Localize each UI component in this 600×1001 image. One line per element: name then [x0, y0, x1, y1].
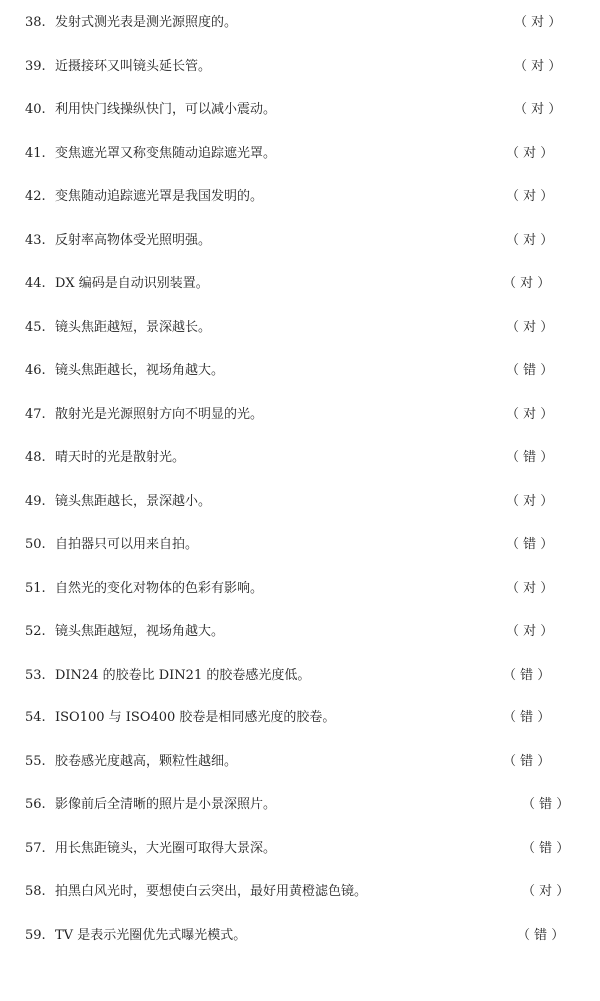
- question-row: [0, 577, 600, 601]
- answer-mark: （ 错 ）: [506, 450, 554, 465]
- question-text: 镜头焦距越短，视场角越大。: [55, 624, 225, 639]
- question-text: 发射式测光表是测光源照度的。: [55, 15, 238, 30]
- question-row: [0, 359, 600, 383]
- question-text: 近摄接环又叫镜头延长管。: [55, 59, 212, 74]
- question-row: [0, 620, 600, 644]
- question-row: [0, 750, 600, 774]
- answer-mark: （ 对 ）: [506, 407, 554, 422]
- question-number: 56.: [25, 797, 46, 812]
- question-number: 46.: [25, 363, 46, 378]
- question-row: [0, 924, 600, 948]
- question-row: [0, 490, 600, 514]
- question-row: [0, 272, 600, 296]
- question-row: [0, 229, 600, 253]
- answer-mark: （ 对 ）: [503, 276, 551, 291]
- question-text: 自拍器只可以用来自拍。: [55, 537, 199, 552]
- question-number: 50.: [25, 537, 46, 552]
- question-row: [0, 55, 600, 79]
- question-text: 镜头焦距越短，景深越长。: [55, 320, 212, 335]
- answer-mark: （ 对 ）: [514, 59, 562, 74]
- question-row: [0, 706, 600, 730]
- question-number: 51.: [25, 581, 46, 596]
- question-row: [0, 533, 600, 557]
- question-number: 48.: [25, 450, 46, 465]
- question-number: 44.: [25, 276, 46, 291]
- question-text: DIN24 的胶卷比 DIN21 的胶卷感光度低。: [55, 668, 311, 683]
- question-row: [0, 664, 600, 688]
- answer-mark: （ 错 ）: [503, 668, 551, 683]
- answer-mark: （ 对 ）: [514, 15, 562, 30]
- question-row: [0, 880, 600, 904]
- answer-mark: （ 错 ）: [506, 537, 554, 552]
- question-number: 42.: [25, 189, 46, 204]
- question-number: 57.: [25, 841, 46, 856]
- question-number: 55.: [25, 754, 46, 769]
- question-row: [0, 11, 600, 35]
- answer-mark: （ 对 ）: [506, 189, 554, 204]
- question-text: 散射光是光源照射方向不明显的光。: [55, 407, 264, 422]
- answer-mark: （ 对 ）: [506, 233, 554, 248]
- question-number: 58.: [25, 884, 46, 899]
- answer-mark: （ 对 ）: [522, 884, 570, 899]
- question-text: 变焦随动追踪遮光罩是我国发明的。: [55, 189, 264, 204]
- question-number: 41.: [25, 146, 46, 161]
- question-text: 反射率高物体受光照明强。: [55, 233, 212, 248]
- question-row: [0, 403, 600, 427]
- answer-mark: （ 对 ）: [506, 320, 554, 335]
- question-number: 49.: [25, 494, 46, 509]
- question-text: 自然光的变化对物体的色彩有影响。: [55, 581, 264, 596]
- question-row: [0, 98, 600, 122]
- question-text: ISO100 与 ISO400 胶卷是相同感光度的胶卷。: [55, 710, 336, 725]
- question-number: 54.: [25, 710, 46, 725]
- question-text: 影像前后全清晰的照片是小景深照片。: [55, 797, 277, 812]
- question-number: 45.: [25, 320, 46, 335]
- question-text: 利用快门线操纵快门，可以减小震动。: [55, 102, 277, 117]
- answer-mark: （ 错 ）: [517, 928, 565, 943]
- question-number: 39.: [25, 59, 46, 74]
- question-number: 52.: [25, 624, 46, 639]
- question-number: 59.: [25, 928, 46, 943]
- question-row: [0, 446, 600, 470]
- answer-mark: （ 错 ）: [503, 710, 551, 725]
- question-text: 晴天时的光是散射光。: [55, 450, 186, 465]
- question-number: 47.: [25, 407, 46, 422]
- question-row: [0, 185, 600, 209]
- question-text: 胶卷感光度越高，颗粒性越细。: [55, 754, 238, 769]
- answer-mark: （ 错 ）: [522, 841, 570, 856]
- answer-mark: （ 错 ）: [506, 363, 554, 378]
- answer-mark: （ 对 ）: [506, 581, 554, 596]
- question-number: 53.: [25, 668, 46, 683]
- answer-mark: （ 对 ）: [506, 624, 554, 639]
- question-number: 40.: [25, 102, 46, 117]
- question-text: 镜头焦距越长，视场角越大。: [55, 363, 225, 378]
- question-text: DX 编码是自动识别装置。: [55, 276, 209, 291]
- question-row: [0, 142, 600, 166]
- question-text: TV 是表示光圈优先式曝光模式。: [55, 928, 247, 943]
- question-number: 43.: [25, 233, 46, 248]
- answer-mark: （ 对 ）: [506, 146, 554, 161]
- answer-mark: （ 对 ）: [514, 102, 562, 117]
- question-text: 用长焦距镜头，大光圈可取得大景深。: [55, 841, 277, 856]
- question-text: 镜头焦距越长，景深越小。: [55, 494, 212, 509]
- answer-mark: （ 对 ）: [506, 494, 554, 509]
- answer-mark: （ 错 ）: [522, 797, 570, 812]
- question-text: 拍黑白风光时，要想使白云突出，最好用黄橙滤色镜。: [55, 884, 368, 899]
- answer-mark: （ 错 ）: [503, 754, 551, 769]
- question-row: [0, 837, 600, 861]
- question-row: [0, 316, 600, 340]
- question-text: 变焦遮光罩又称变焦随动追踪遮光罩。: [55, 146, 277, 161]
- question-row: [0, 793, 600, 817]
- question-number: 38.: [25, 15, 46, 30]
